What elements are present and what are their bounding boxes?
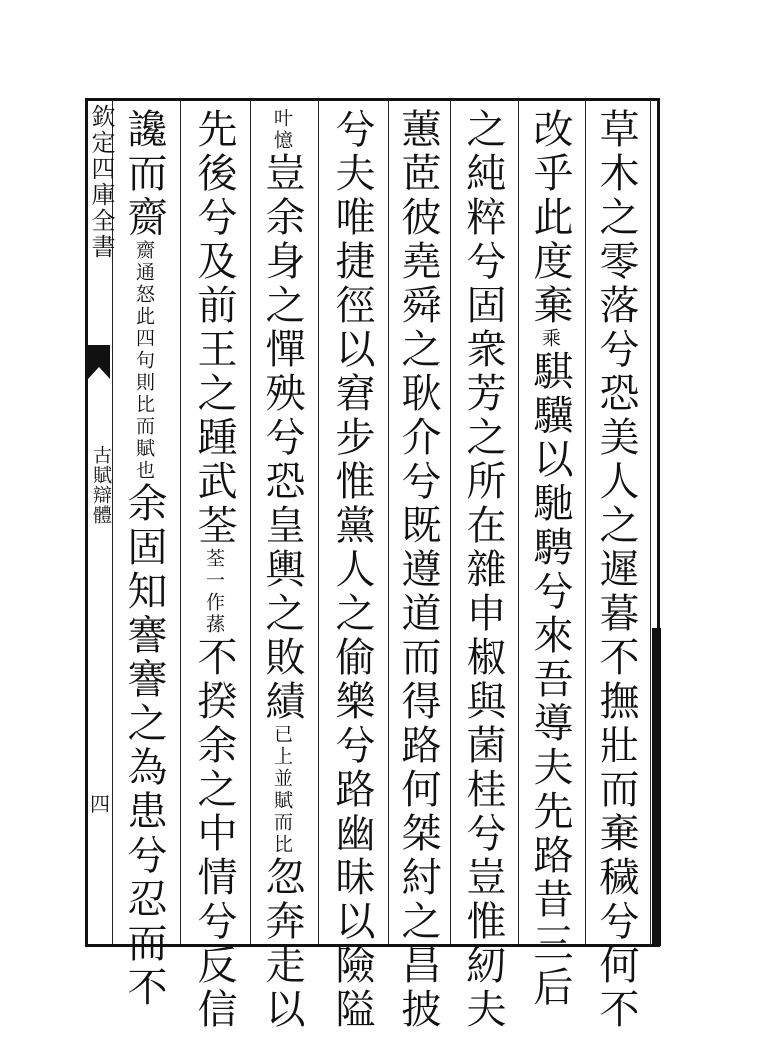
main-text: 之純粹兮固衆芳之所在雜申椒與菌桂兮豈惟紉夫 <box>460 108 506 1032</box>
annotation-note: 齌通怒此四句則比而賦也 <box>133 240 155 482</box>
fishtail-mark-icon <box>88 345 110 379</box>
text-column-2 <box>527 108 573 1010</box>
text-column-1 <box>593 108 639 1032</box>
main-text: 豈余身之憚殃兮恐皇輿之敗績 <box>259 152 305 724</box>
column-rule <box>318 100 319 944</box>
column-rule <box>388 100 389 944</box>
main-text: 先後兮及前王之踵武荃 <box>191 108 237 548</box>
main-text: 余固知謇謇之為患兮忍而不 <box>121 482 167 1010</box>
column-rule <box>180 100 181 944</box>
text-column-3 <box>460 108 506 1032</box>
main-text: 草木之零落兮恐美人之遲暮不撫壯而棄穢兮何不 <box>593 108 639 1032</box>
text-column-7 <box>191 108 237 1032</box>
column-rule <box>450 100 451 944</box>
text-column-6 <box>259 108 305 1032</box>
main-text: 改乎此度棄 <box>527 108 573 328</box>
text-column-8 <box>121 108 167 1010</box>
main-text: 忽奔走以 <box>259 856 305 1032</box>
text-column-4 <box>395 108 441 1032</box>
frame-right-thick-bar <box>652 628 661 946</box>
column-rule <box>585 100 586 944</box>
main-text: 不揆余之中情兮反信 <box>191 636 237 1032</box>
annotation-note: 叶憶 <box>271 108 293 152</box>
main-text: 蕙茝彼堯舜之耿介兮既遵道而得路何桀紂之昌披 <box>395 108 441 1032</box>
main-text: 讒而齌 <box>121 108 167 240</box>
frame-top-line <box>88 98 658 101</box>
text-column-5 <box>329 108 375 1032</box>
page-number: 四 <box>90 792 110 816</box>
annotation-note: 已上並賦而比 <box>271 724 293 856</box>
spine-title: 欽定四庫全書 <box>87 104 115 260</box>
annotation-note: 乘 <box>539 328 561 350</box>
column-rule <box>250 100 251 944</box>
main-text: 騏驥以馳騁兮來吾導夫先路昔三后 <box>527 350 573 1010</box>
annotation-note: 荃一作蓀 <box>203 548 225 636</box>
section-title: 古賦辯體 <box>90 445 112 525</box>
column-rule <box>518 100 519 944</box>
main-text: 兮夫唯捷徑以窘步惟黨人之偷樂兮路幽昧以險隘 <box>329 108 375 1032</box>
frame-right-inner-line <box>650 100 651 945</box>
